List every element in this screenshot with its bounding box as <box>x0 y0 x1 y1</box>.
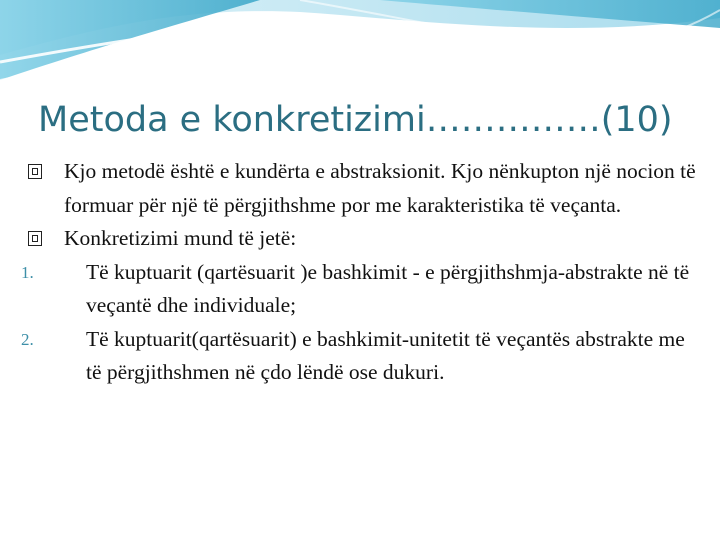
numbered-text: Të kuptuarit(qartësuarit) e bashkimit-unitetit të veçantës abstrakte me të përgjithshmen në çdo lëndë ose dukuri. <box>86 326 685 384</box>
bullet-text: Kjo metodë është e kundërta e abstraksionit. Kjo nënkupton një nocion të formuar për një të përgjithshme por me karakteristika të veçanta. <box>64 159 696 217</box>
bullet-item <box>28 222 698 256</box>
numbered-item <box>21 256 698 323</box>
item-number: 2. <box>21 329 34 349</box>
slide-title: Metoda e konkretizimi……………(10) <box>38 100 673 140</box>
bullet-text: Konkretizimi mund të jetë: <box>64 226 297 250</box>
missing-glyph-bullet-icon <box>28 164 42 179</box>
numbered-text: Të kuptuarit (qartësuarit )e bashkimit - e përgjithshmja-abstrakte në të veçantë dhe individuale; <box>86 259 690 317</box>
missing-glyph-bullet-icon <box>28 231 42 246</box>
bullet-item <box>28 155 698 222</box>
item-number: 1. <box>21 262 34 282</box>
numbered-item <box>21 323 698 390</box>
slide-body <box>21 155 698 390</box>
